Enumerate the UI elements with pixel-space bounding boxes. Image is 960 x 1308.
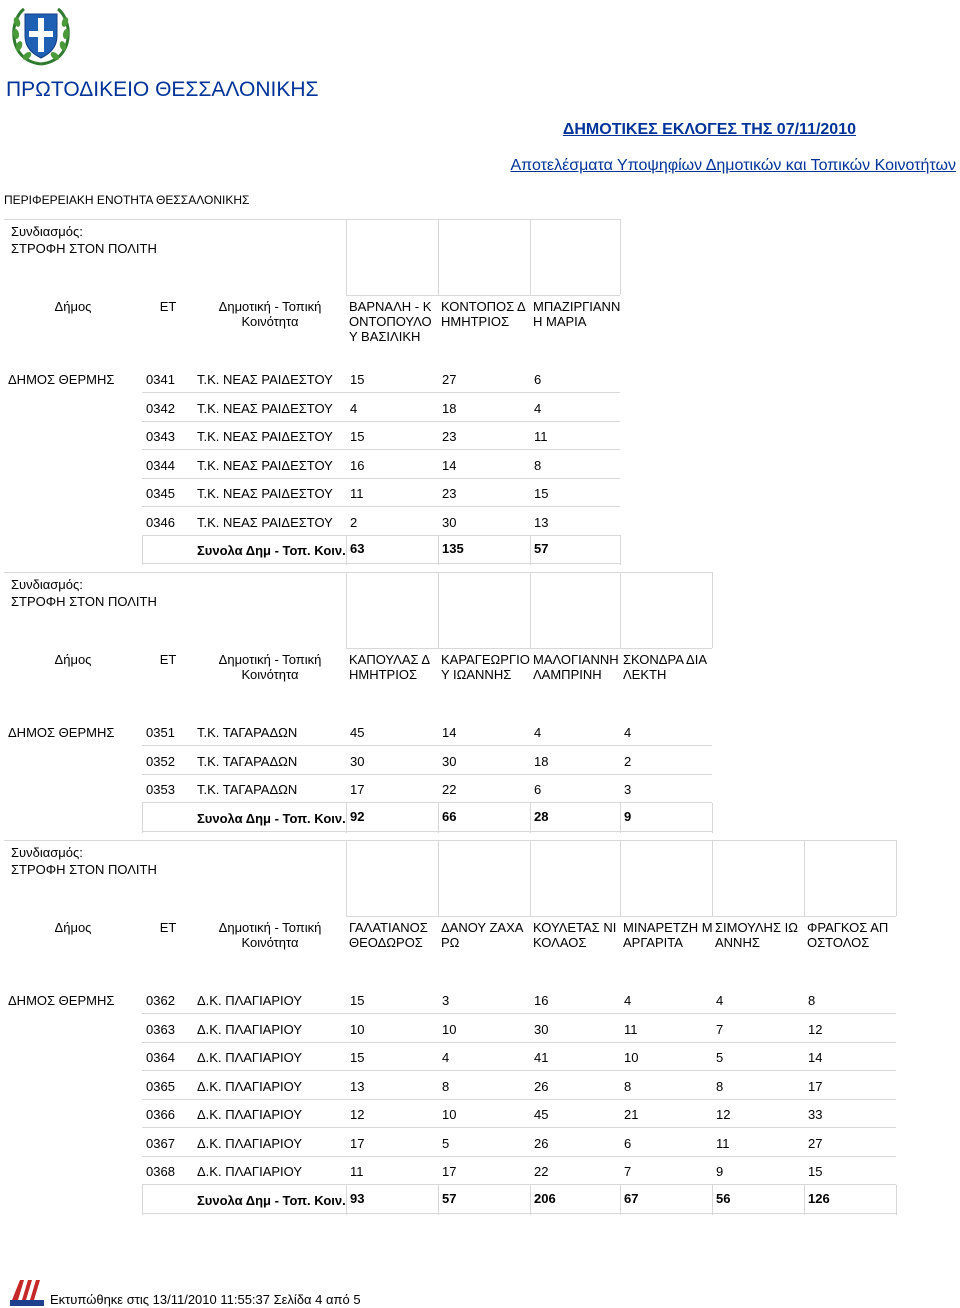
column-header-et: ΕΤ	[159, 920, 177, 935]
row-et: 0352	[146, 753, 175, 769]
total-count: 57	[442, 1190, 457, 1206]
vote-count: 27	[808, 1135, 823, 1151]
totals-column-divider	[530, 803, 531, 833]
column-divider	[530, 840, 531, 916]
vote-count: 27	[442, 372, 457, 387]
vote-count: 4	[442, 1050, 450, 1065]
header-bottom-border	[346, 648, 712, 649]
header-bottom-border	[346, 295, 620, 296]
vote-count: 11	[350, 486, 364, 501]
vote-count: 15	[350, 993, 365, 1008]
totals-column-divider	[620, 535, 621, 565]
total-count: 126	[808, 1190, 830, 1206]
vote-count: 23	[442, 429, 457, 444]
column-divider	[712, 840, 713, 916]
totals-column-divider	[620, 803, 621, 833]
vote-count: 8	[534, 457, 542, 473]
row-et: 0351	[146, 725, 175, 740]
row-et: 0368	[146, 1164, 175, 1179]
candidate-name-header: ΜΠΑΖΙΡΓΙΑΝΝΗ ΜΑΡΙΑ	[533, 299, 621, 329]
vote-count: 16	[350, 457, 365, 473]
vote-count: 30	[534, 1021, 549, 1037]
vote-count: 10	[624, 1050, 639, 1065]
vote-count: 33	[808, 1107, 823, 1122]
vote-count: 5	[442, 1135, 450, 1151]
vote-count: 21	[624, 1107, 639, 1122]
row-community: Δ.Κ. ΠΛΑΓΙΑΡΙΟΥ	[197, 1021, 303, 1037]
totals-left-border	[142, 535, 143, 565]
vote-count: 3	[442, 993, 450, 1008]
totals-left-border	[142, 803, 143, 833]
row-community: Δ.Κ. ΠΛΑΓΙΑΡΙΟΥ	[197, 993, 303, 1008]
vote-count: 22	[442, 782, 457, 797]
row-et: 0365	[146, 1078, 175, 1094]
row-separator	[142, 421, 620, 422]
row-dimos: ΔΗΜΟΣ ΘΕΡΜΗΣ	[8, 993, 115, 1008]
totals-label: Συνολα Δημ - Τοπ. Κοιν.	[197, 543, 346, 558]
row-community: Τ.Κ. ΤΑΓΑΡΑΔΩΝ	[197, 753, 298, 769]
column-divider	[620, 572, 621, 648]
vote-count: 11	[350, 1164, 364, 1179]
row-community: Τ.Κ. ΝΕΑΣ ΡΑΙΔΕΣΤΟΥ	[197, 514, 333, 530]
vote-count: 12	[716, 1107, 731, 1122]
vote-count: 11	[624, 1021, 638, 1037]
column-header-community: Δημοτική - Τοπική Κοινότητα	[218, 652, 322, 682]
row-separator	[142, 535, 620, 536]
vote-count: 14	[442, 457, 457, 473]
row-separator	[142, 392, 620, 393]
column-divider	[438, 219, 439, 295]
row-separator	[142, 478, 620, 479]
total-count: 206	[534, 1190, 556, 1206]
vote-count: 6	[534, 372, 542, 387]
candidate-name-header: ΜΑΛΟΓΙΑΝΝΗ ΛΑΜΠΡΙΝΗ	[533, 652, 619, 682]
row-separator	[142, 1070, 896, 1071]
vote-count: 22	[534, 1164, 549, 1179]
vote-count: 8	[624, 1078, 632, 1094]
vote-count: 14	[808, 1050, 823, 1065]
vote-count: 4	[716, 993, 724, 1008]
vote-count: 14	[442, 725, 457, 740]
vote-count: 30	[350, 753, 365, 769]
vote-count: 26	[534, 1078, 549, 1094]
vote-count: 17	[442, 1164, 457, 1179]
vote-count: 45	[350, 725, 365, 740]
column-divider	[438, 840, 439, 916]
row-separator	[142, 1184, 896, 1185]
vote-count: 30	[442, 514, 457, 530]
row-separator	[142, 1099, 896, 1100]
totals-bottom-border	[142, 1213, 896, 1214]
vote-count: 7	[716, 1021, 724, 1037]
totals-column-divider	[530, 535, 531, 565]
combination-name: ΣΤΡΟΦΗ ΣΤΟΝ ΠΟΛΙΤΗ	[11, 862, 157, 877]
vote-count: 30	[442, 753, 457, 769]
column-header-dimos: Δήμος	[54, 299, 92, 314]
row-separator	[142, 774, 712, 775]
totals-column-divider	[438, 1185, 439, 1215]
row-et: 0353	[146, 782, 175, 797]
candidate-name-header: ΚΟΝΤΟΠΟΣ ΔΗΜΗΤΡΙΟΣ	[441, 299, 526, 329]
total-count: 57	[534, 541, 549, 556]
vote-count: 6	[534, 782, 542, 797]
vote-count: 8	[716, 1078, 724, 1094]
vote-count: 4	[350, 400, 358, 416]
vote-count: 9	[716, 1164, 724, 1179]
totals-column-divider	[530, 1185, 531, 1215]
vote-count: 41	[534, 1050, 549, 1065]
combination-name: ΣΤΡΟΦΗ ΣΤΟΝ ΠΟΛΙΤΗ	[11, 594, 157, 609]
totals-column-divider	[346, 803, 347, 833]
vote-count: 4	[534, 400, 542, 416]
row-separator	[142, 1156, 896, 1157]
print-footer: Εκτυπώθηκε στις 13/11/2010 11:55:37 Σελίδα 4 από 5	[50, 1292, 361, 1307]
elections-title: ΔΗΜΟΤΙΚΕΣ ΕΚΛΟΓΕΣ ΤΗΣ 07/11/2010	[562, 121, 856, 138]
vote-count: 23	[442, 486, 457, 501]
vote-count: 5	[716, 1050, 724, 1065]
combination-label: Συνδιασμός:	[11, 577, 83, 592]
row-community: Τ.Κ. ΤΑΓΑΡΑΔΩΝ	[197, 725, 298, 740]
row-community: Τ.Κ. ΝΕΑΣ ΡΑΙΔΕΣΤΟΥ	[197, 457, 333, 473]
totals-label: Συνολα Δημ - Τοπ. Κοιν.	[197, 1192, 346, 1208]
vote-count: 18	[534, 753, 549, 769]
column-header-community: Δημοτική - Τοπική Κοινότητα	[218, 920, 322, 950]
row-et: 0343	[146, 429, 175, 444]
column-divider	[530, 572, 531, 648]
vote-count: 15	[350, 372, 365, 387]
column-header-dimos: Δήμος	[54, 920, 92, 935]
totals-column-divider	[712, 1185, 713, 1215]
totals-label: Συνολα Δημ - Τοπ. Κοιν.	[197, 810, 346, 826]
row-separator	[142, 802, 712, 803]
vote-count: 26	[534, 1135, 549, 1151]
vote-count: 11	[534, 429, 548, 444]
column-divider	[530, 219, 531, 295]
vote-count: 17	[350, 1135, 365, 1151]
column-divider	[620, 840, 621, 916]
results-title: Αποτελέσματα Υποψηφίων Δημοτικών και Τοπικών Κοινοτήτων	[510, 157, 956, 174]
column-header-et: ΕΤ	[159, 652, 177, 667]
row-dimos: ΔΗΜΟΣ ΘΕΡΜΗΣ	[8, 372, 115, 387]
row-et: 0342	[146, 400, 175, 416]
row-separator	[142, 449, 620, 450]
totals-column-divider	[346, 1185, 347, 1215]
candidate-name-header: ΔΑΝΟΥ ΖΑΧΑΡΩ	[441, 920, 524, 950]
column-divider	[620, 219, 621, 295]
table-top-border	[4, 219, 620, 220]
row-community: Τ.Κ. ΝΕΑΣ ΡΑΙΔΕΣΤΟΥ	[197, 400, 333, 416]
combination-name: ΣΤΡΟΦΗ ΣΤΟΝ ΠΟΛΙΤΗ	[11, 241, 157, 256]
vote-count: 15	[534, 486, 549, 501]
row-et: 0364	[146, 1050, 175, 1065]
combination-label: Συνδιασμός:	[11, 224, 83, 239]
row-community: Τ.Κ. ΝΕΑΣ ΡΑΙΔΕΣΤΟΥ	[197, 486, 333, 501]
row-et: 0344	[146, 457, 175, 473]
vote-count: 10	[350, 1021, 365, 1037]
column-divider	[896, 840, 897, 916]
vote-count: 15	[808, 1164, 823, 1179]
totals-column-divider	[804, 1185, 805, 1215]
candidate-name-header: ΚΟΥΛΕΤΑΣ ΝΙΚΟΛΑΟΣ	[533, 920, 617, 950]
row-separator	[142, 1042, 896, 1043]
candidate-name-header: ΚΑΡΑΓΕΩΡΓΙΟΥ ΙΩΑΝΝΗΣ	[441, 652, 530, 682]
vote-count: 4	[624, 725, 632, 740]
vote-count: 6	[624, 1135, 632, 1151]
total-count: 92	[350, 808, 365, 824]
total-count: 66	[442, 808, 457, 824]
vote-count: 4	[534, 725, 542, 740]
vote-count: 12	[350, 1107, 365, 1122]
row-community: Δ.Κ. ΠΛΑΓΙΑΡΙΟΥ	[197, 1107, 303, 1122]
row-community: Δ.Κ. ΠΛΑΓΙΑΡΙΟΥ	[197, 1135, 303, 1151]
vote-count: 16	[534, 993, 549, 1008]
vote-count: 18	[442, 400, 457, 416]
candidate-name-header: ΣΚΟΝΔΡΑ ΔΙΑΛΕΚΤΗ	[623, 652, 708, 682]
column-header-et: ΕΤ	[159, 299, 177, 314]
total-count: 67	[624, 1190, 639, 1206]
column-divider	[438, 572, 439, 648]
candidate-name-header: ΒΑΡΝΑΛΗ - ΚΟΝΤΟΠΟΥΛΟΥ ΒΑΣΙΛΙΚΗ	[349, 299, 432, 344]
column-header-community: Δημοτική - Τοπική Κοινότητα	[218, 299, 322, 329]
candidate-name-header: ΚΑΠΟΥΛΑΣ ΔΗΜΗΤΡΙΟΣ	[349, 652, 431, 682]
column-header-dimos: Δήμος	[54, 652, 92, 667]
row-et: 0362	[146, 993, 175, 1008]
row-community: Τ.Κ. ΤΑΓΑΡΑΔΩΝ	[197, 782, 298, 797]
candidate-name-header: ΓΑΛΑΤΙΑΝΟΣ ΘΕΟΔΩΡΟΣ	[349, 920, 428, 950]
vote-count: 8	[442, 1078, 450, 1094]
row-et: 0346	[146, 514, 175, 530]
vote-count: 3	[624, 782, 632, 797]
vote-count: 17	[350, 782, 365, 797]
vote-count: 2	[350, 514, 358, 530]
row-community: Τ.Κ. ΝΕΑΣ ΡΑΙΔΕΣΤΟΥ	[197, 429, 333, 444]
row-separator	[142, 1013, 896, 1014]
candidate-name-header: ΣΙΜΟΥΛΗΣ ΙΩΑΝΝΗΣ	[715, 920, 798, 950]
row-et: 0366	[146, 1107, 175, 1122]
vote-count: 10	[442, 1021, 457, 1037]
total-count: 9	[624, 808, 632, 824]
vote-count: 12	[808, 1021, 823, 1037]
column-divider	[346, 572, 347, 648]
candidate-name-header: ΦΡΑΓΚΟΣ ΑΠΟΣΤΟΛΟΣ	[807, 920, 889, 950]
table-top-border	[4, 840, 896, 841]
total-count: 63	[350, 541, 365, 556]
totals-column-divider	[712, 803, 713, 833]
row-community: Τ.Κ. ΝΕΑΣ ΡΑΙΔΕΣΤΟΥ	[197, 372, 333, 387]
row-separator	[142, 506, 620, 507]
vote-count: 15	[350, 429, 365, 444]
totals-column-divider	[620, 1185, 621, 1215]
totals-bottom-border	[142, 563, 620, 564]
column-divider	[346, 219, 347, 295]
row-community: Δ.Κ. ΠΛΑΓΙΑΡΙΟΥ	[197, 1050, 303, 1065]
total-count: 93	[350, 1190, 365, 1206]
row-separator	[142, 745, 712, 746]
row-et: 0363	[146, 1021, 175, 1037]
row-community: Δ.Κ. ΠΛΑΓΙΑΡΙΟΥ	[197, 1164, 303, 1179]
vote-count: 8	[808, 993, 816, 1008]
totals-bottom-border	[142, 831, 712, 832]
vote-count: 4	[624, 993, 632, 1008]
column-divider	[346, 840, 347, 916]
totals-column-divider	[438, 535, 439, 565]
row-community: Δ.Κ. ΠΛΑΓΙΑΡΙΟΥ	[197, 1078, 303, 1094]
vote-count: 45	[534, 1107, 549, 1122]
candidate-name-header: ΜΙΝΑΡΕΤΖΗ ΜΑΡΓΑΡΙΤΑ	[623, 920, 713, 950]
total-count: 56	[716, 1190, 731, 1206]
vote-count: 17	[808, 1078, 823, 1094]
vote-count: 10	[442, 1107, 457, 1122]
row-et: 0345	[146, 486, 175, 501]
region-label: ΠΕΡΙΦΕΡΕΙΑΚΗ ΕΝΟΤΗΤΑ ΘΕΣΣΑΛΟΝΙΚΗΣ	[4, 193, 250, 207]
row-dimos: ΔΗΜΟΣ ΘΕΡΜΗΣ	[8, 725, 115, 740]
total-count: 28	[534, 808, 549, 824]
column-divider	[712, 572, 713, 648]
row-et: 0341	[146, 372, 175, 387]
row-separator	[142, 1127, 896, 1128]
vote-count: 7	[624, 1164, 632, 1179]
totals-left-border	[142, 1185, 143, 1215]
vote-count: 13	[534, 514, 549, 530]
row-et: 0367	[146, 1135, 175, 1151]
court-title: ΠΡΩΤΟΔΙΚΕΙΟ ΘΕΣΣΑΛΟΝΙΚΗΣ	[6, 78, 319, 101]
header-bottom-border	[346, 916, 896, 917]
greek-emblem-icon	[8, 4, 74, 66]
vote-count: 11	[716, 1135, 730, 1151]
ots-logo-icon	[10, 1276, 44, 1306]
totals-column-divider	[346, 535, 347, 565]
vote-count: 2	[624, 753, 632, 769]
combination-label: Συνδιασμός:	[11, 845, 83, 860]
vote-count: 13	[350, 1078, 365, 1094]
vote-count: 15	[350, 1050, 365, 1065]
totals-column-divider	[438, 803, 439, 833]
table-top-border	[4, 572, 712, 573]
total-count: 135	[442, 541, 464, 556]
totals-column-divider	[896, 1185, 897, 1215]
column-divider	[804, 840, 805, 916]
